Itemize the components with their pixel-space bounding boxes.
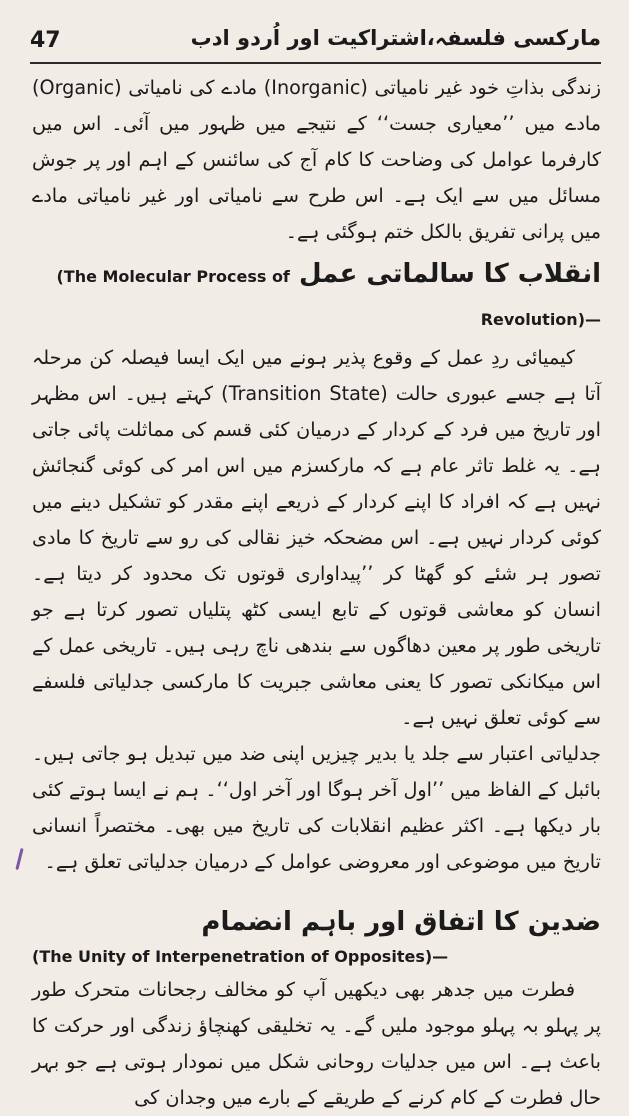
paragraph-1: زندگی بذاتِ خود غیر نامیاتی (Inorganic) مادے کی نامیاتی (Organic) مادے میں ’’معیاری جست‘‘ کے نتیجے میں ظہور میں آئی۔ اس میں کارفرما عوامل کی وضاحت کا کام آج کی سائنس کے اہم اور پر جوش مسائل میں سے ایک ہے۔ اس طرح سے نامیاتی اور غیر نامیاتی مادے میں پرانی تفریق بالکل ختم ہوگئی ہے۔ [32,76,601,243]
page-number: 47 [30,28,61,53]
section-heading-molecular-process [32,254,601,340]
paragraph-2: کیمیائی ردِ عمل کے وقوع پذیر ہونے میں ایک ایسا فیصلہ کن مرحلہ آتا ہے جسے عبوری حالت (Transition State) کہتے ہیں۔ اس مظہر اور تاریخ میں فرد کے کردار کے درمیان کئی قسم کی مماثلت پائی جاتی ہے۔ یہ غلط تاثر عام ہے کہ مارکسزم میں اس امر کی کوئی گنجائش نہیں ہے کہ افراد کا اپنے کردار کے ذریعے اپنے مقدر کو تشکیل دینے میں کوئی کردار نہیں ہے۔ اس مضحکہ خیز نقالی کی رو سے تاریخ کا مادی تصور ہر شئے کو گھٹا کر ’’پیداواری قوتوں تک محدود کر دیتا ہے۔ انسان کو معاشی قوتوں کے تابع ایسی کٹھ پتلیاں تصور کرتا ہے جو تاریخی طور پر معین دھاگوں سے بندھی ناچ رہی ہیں۔ تاریخی عمل کے اس میکانکی تصور کا یعنی معاشی جبریت کا مارکسی جدلیاتی فلسفے سے کوئی تعلق نہیں ہے۔ [32,346,601,729]
heading-english-unity: (The Unity of Interpenetration of Opposites)— [32,947,449,966]
section-heading-unity-of-opposites: ضدین کا اتفاق اور باہم انضمام [201,907,601,937]
paragraph-4: فطرت میں جدھر بھی دیکھیں آپ کو مخالف رجحانات متحرک طور پر پہلو بہ پہلو موجود ملیں گے۔ یہ تخلیقی کھنچاؤ زندگی اور حرکت کا باعث ہے۔ اس میں جدلیات روحانی شکل میں نمودار ہوتی ہے جو بہر حال فطرت کے کام کرنے کے طریقے کے بارے میں وجدان کی [32,978,601,1109]
heading-urdu: انقلاب کا سالماتی عمل [298,259,601,289]
paragraph-3: جدلیاتی اعتبار سے جلد یا بدیر چیزیں اپنی ضد میں تبدیل ہو جاتی ہیں۔ بائبل کے الفاظ میں ’’اول آخر ہوگا اور آخر اول‘‘۔ ہم نے ایسا ہوتے کئی بار دیکھا ہے۔ اکثر عظیم انقلابات کی تاریخ میں بھی۔ مختصراً انسانی تاریخ میں موضوعی اور معروضی عوامل کے درمیان جدلیاتی تعلق ہے۔ [32,742,601,873]
heading-english: (The Molecular Process of Revolution)— [56,267,601,329]
ink-mark [15,848,23,870]
page-header [30,22,601,64]
running-title: مارکسی فلسفہ،اشتراکیت اور اُردو ادب [190,26,601,50]
page-body [32,70,601,1109]
